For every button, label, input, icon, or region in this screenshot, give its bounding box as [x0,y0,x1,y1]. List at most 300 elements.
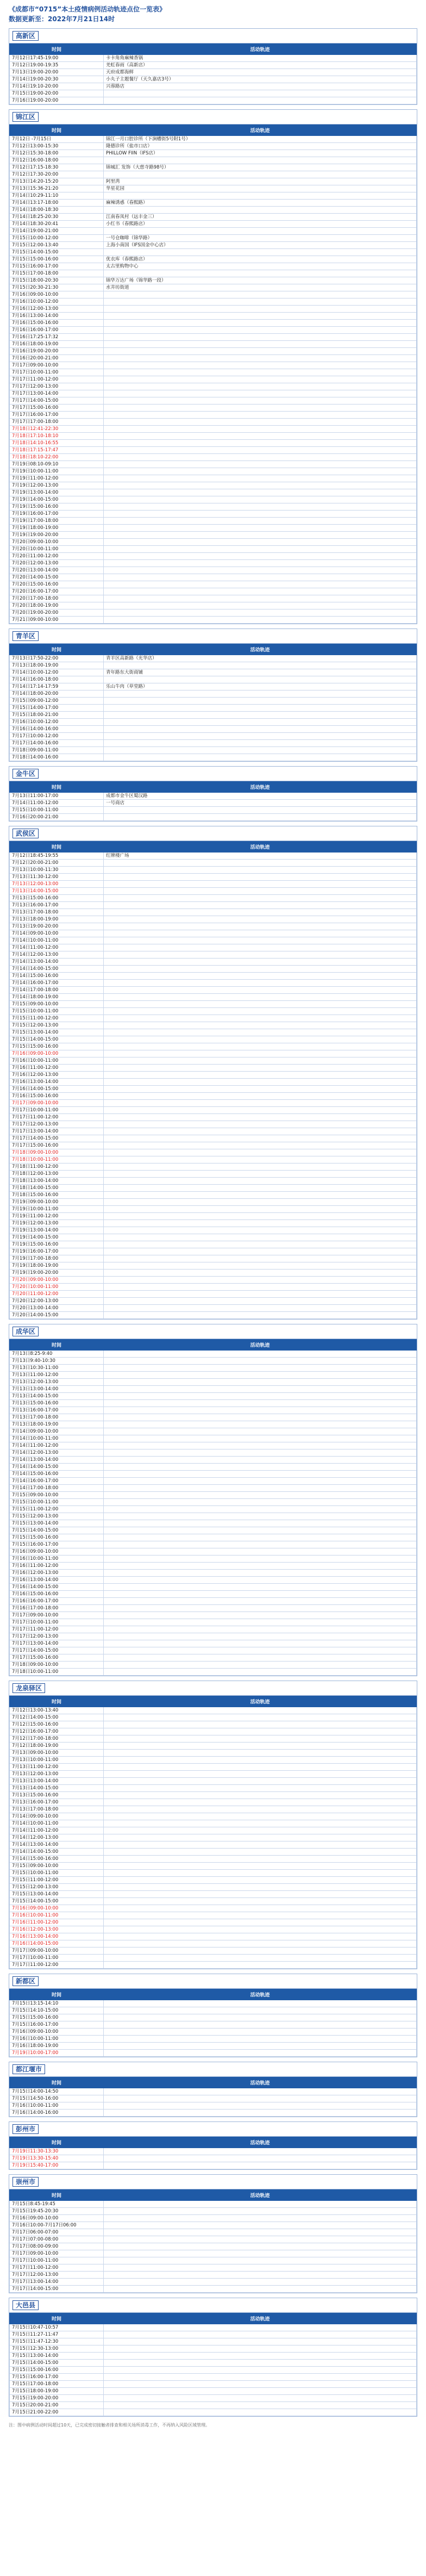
place-cell: 阿里湾 [104,178,417,185]
table-row [10,178,417,185]
place-cell [104,1178,417,1185]
table-row [10,1834,417,1841]
place-cell [104,1743,417,1750]
place-cell [104,390,417,397]
place-cell [104,1513,417,1520]
place-cell [104,747,417,754]
time-cell: 7月20日12:00-13:00 [10,1298,104,1305]
table-row [10,1933,417,1940]
table-row [10,609,417,617]
table-row [10,1163,417,1171]
table-row [10,2250,417,2257]
time-cell: 7月14日16:00-18:00 [10,676,104,683]
district-name: 大邑县 [12,2300,39,2310]
table-row [10,1185,417,1192]
place-cell [104,909,417,916]
table-row [10,2036,417,2043]
table-row [10,1570,417,1577]
place-cell [104,1940,417,1947]
table-row [10,1471,417,1478]
place-cell [104,676,417,683]
table-row [10,2229,417,2236]
place-cell [104,1750,417,1757]
table-row [10,1813,417,1820]
place-cell [104,951,417,959]
time-cell: 7月15日10:00-12:00 [10,235,104,242]
time-cell: 7月14日09:00-10:00 [10,930,104,937]
table-row [10,1312,417,1319]
place-cell [104,1142,417,1149]
table-row [10,327,417,334]
place-cell [104,1043,417,1050]
table-row [10,1270,417,1277]
table-row [10,655,417,662]
place-cell [104,2402,417,2409]
time-cell: 7月14日11:00-12:00 [10,1442,104,1449]
place-cell [104,496,417,503]
place-cell [104,2222,417,2229]
place-cell [104,1757,417,1764]
trajectory-table [9,1696,417,1969]
time-cell: 7月15日13:00-14:00 [10,2353,104,2360]
time-cell: 7月17日09:00-10:00 [10,362,104,369]
table-row [10,1015,417,1022]
place-cell [104,1820,417,1827]
place-cell [104,1492,417,1499]
time-cell: 7月17日06:00-07:00 [10,2229,104,2236]
place-cell [104,1255,417,1262]
place-cell [104,482,417,489]
time-cell: 7月15日11:47-12:30 [10,2338,104,2345]
place-cell [104,595,417,602]
place-cell [104,1379,417,1386]
district-section [9,766,417,822]
table-row [10,2000,417,2007]
place-cell [104,1735,417,1743]
time-cell: 7月16日10:00-11:00 [10,1057,104,1065]
time-cell: 7月15日15:00-16:00 [10,2014,104,2021]
place-cell [104,2279,417,2286]
table-row [10,1036,417,1043]
place-cell [104,1721,417,1728]
time-cell: 7月14日09:00-10:00 [10,1428,104,1435]
time-cell: 7月19日13:00-14:00 [10,1227,104,1234]
table-row [10,412,417,419]
place-cell [104,383,417,390]
table-row [10,532,417,539]
place-cell [104,2050,417,2057]
table-row [10,1891,417,1898]
district-name: 金牛区 [12,769,39,779]
table-row [10,207,417,214]
table-row [10,62,417,69]
time-cell: 7月15日18:00-21:00 [10,712,104,719]
place-cell: 小丸子主题餐厅（天久嘉店3号） [104,76,417,83]
table-row [10,2338,417,2345]
column-header-time: 时间 [10,2190,104,2201]
place-cell [104,249,417,256]
table-row [10,270,417,277]
place-cell [104,1919,417,1926]
header [0,0,426,24]
time-cell: 7月15日13:00-14:00 [10,1029,104,1036]
time-cell: 7月19日16:00-17:00 [10,1248,104,1255]
table-row [10,1213,417,1220]
time-cell: 7月16日10:00-11:00 [10,2102,104,2110]
table-row [10,1721,417,1728]
place-cell [104,348,417,355]
time-cell: 7月19日14:00-15:00 [10,496,104,503]
table-row [10,1778,417,1785]
table-row [10,164,417,171]
place-cell: 江南春凤村（远丰金三） [104,214,417,221]
place-cell [104,994,417,1001]
table-row [10,705,417,712]
table-row [10,1785,417,1792]
table-row [10,242,417,249]
column-header-time: 时间 [10,782,104,793]
time-cell: 7月13日10:30-11:00 [10,1365,104,1372]
time-cell: 7月17日15:00-16:00 [10,405,104,412]
time-cell: 7月15日13:00-14:00 [10,1520,104,1527]
table-row [10,1513,417,1520]
time-cell: 7月20日11:00-12:00 [10,553,104,560]
time-cell: 7月20日13:00-14:00 [10,567,104,574]
trajectory-table [9,1989,417,2057]
time-cell: 7月14日19:00-20:30 [10,76,104,83]
time-cell: 7月19日12:00-13:00 [10,482,104,489]
table-row [10,662,417,669]
place-cell [104,1707,417,1714]
place-cell [104,1277,417,1284]
table-row [10,1626,417,1633]
time-cell: 7月13日11:00-12:00 [10,1372,104,1379]
time-cell: 7月12日19:00-19:35 [10,62,104,69]
time-cell: 7月15日09:00-10:00 [10,1863,104,1870]
table-row [10,2162,417,2169]
place-cell [104,405,417,412]
time-cell: 7月17日11:00-12:00 [10,1962,104,1969]
place-cell [104,157,417,164]
time-cell: 7月17日14:00-15:00 [10,1135,104,1142]
place-cell [104,1227,417,1234]
place-cell [104,1015,417,1022]
district-header [9,826,417,841]
table-row [10,2264,417,2272]
time-cell: 7月18日18:10-22:00 [10,454,104,461]
place-cell [104,1577,417,1584]
table-row [10,2279,417,2286]
time-cell: 7月15日15:00-16:00 [10,1043,104,1050]
time-cell: 7月15日15:00-16:00 [10,1534,104,1541]
time-cell: 7月14日18:25-20:30 [10,214,104,221]
place-cell [104,2043,417,2050]
table-row [10,489,417,496]
table-row [10,1506,417,1513]
time-cell: 7月13日10:00-11:30 [10,867,104,874]
time-cell: 7月12日18:00-19:00 [10,1743,104,1750]
table-row [10,97,417,104]
table-row [10,2201,417,2208]
table-row [10,1827,417,1834]
table-row [10,1135,417,1142]
place-cell [104,313,417,320]
table-row [10,468,417,475]
table-row [10,1841,417,1849]
place-cell [104,426,417,433]
column-header-place: 活动轨迹 [104,1989,417,2000]
time-cell: 7月17日13:00-14:00 [10,2279,104,2286]
table-row [10,369,417,376]
place-cell [104,2162,417,2169]
place-cell [104,1785,417,1792]
place-cell [104,1428,417,1435]
time-cell: 7月17日15:00-16:00 [10,1654,104,1662]
place-cell [104,2250,417,2257]
time-cell: 7月21日09:00-10:00 [10,617,104,624]
place-cell [104,1213,417,1220]
place-cell [104,1008,417,1015]
time-cell: 7月12日17:30-20:00 [10,171,104,178]
place-cell [104,1171,417,1178]
table-row [10,1464,417,1471]
time-cell: 7月13日14:00-15:00 [10,1785,104,1792]
district-name: 新都区 [12,1976,39,1986]
place-cell [104,2021,417,2029]
table-row [10,447,417,454]
time-cell: 7月17日11:00-12:00 [10,2264,104,2272]
place-cell [104,1351,417,1358]
time-cell: 7月14日15:00-16:00 [10,973,104,980]
place-cell [104,2110,417,2117]
time-cell: 7月18日17:10-18:10 [10,433,104,440]
place-cell [104,1107,417,1114]
table-row [10,874,417,881]
place-cell [104,1813,417,1820]
time-cell: 7月16日09:00-10:00 [10,2029,104,2036]
place-cell [104,1626,417,1633]
table-row [10,1255,417,1262]
place-cell [104,298,417,306]
time-cell: 7月20日18:00-19:00 [10,602,104,609]
place-cell: 隆德诊所（盐市口店） [104,143,417,150]
column-header-place: 活动轨迹 [104,842,417,853]
table-row [10,1898,417,1905]
time-cell: 7月15日20:00-21:00 [10,2402,104,2409]
time-cell: 7月17日17:00-18:00 [10,419,104,426]
place-cell: 水井坊街道 [104,284,417,291]
time-cell: 7月16日11:00-12:00 [10,1563,104,1570]
place-cell [104,690,417,698]
time-cell: 7月15日09:00-12:00 [10,698,104,705]
table-row [10,1820,417,1827]
time-cell: 7月16日09:00-10:00 [10,2215,104,2222]
time-cell: 7月16日13:00-14:00 [10,1933,104,1940]
time-cell: 7月17日14:00-15:00 [10,2286,104,2293]
time-cell: 7月15日8:45-19:45 [10,2201,104,2208]
table-row [10,1499,417,1506]
time-cell: 7月20日10:00-11:00 [10,1284,104,1291]
place-cell [104,2029,417,2036]
place-cell [104,1570,417,1577]
time-cell: 7月15日18:00-19:00 [10,2388,104,2395]
table-row [10,1849,417,1856]
time-cell: 7月13日16:00-17:00 [10,902,104,909]
place-cell [104,602,417,609]
table-row [10,405,417,412]
time-cell: 7月16日10:00-11:00 [10,1555,104,1563]
district-section [9,1681,417,1969]
place-cell [104,1449,417,1457]
table-row [10,511,417,518]
time-cell: 7月15日14:50-16:00 [10,2095,104,2102]
district-header [9,2175,417,2189]
table-row [10,1393,417,1400]
table-row [10,2110,417,2117]
time-cell: 7月16日19:00-20:00 [10,348,104,355]
place-cell [104,270,417,277]
table-row [10,888,417,895]
place-cell [104,1898,417,1905]
table-row [10,1757,417,1764]
place-cell [104,2007,417,2014]
place-cell: 上海小南国（IFS国金中心店） [104,242,417,249]
time-cell: 7月15日14:00-15:00 [10,2360,104,2367]
table-row [10,1856,417,1863]
place-cell [104,930,417,937]
table-row [10,2353,417,2360]
place-cell: 优衣库（春熙路店） [104,256,417,263]
table-row [10,306,417,313]
table-row [10,55,417,62]
place-cell [104,1421,417,1428]
time-cell: 7月13日10:00-11:00 [10,1757,104,1764]
time-cell: 7月15日12:00-13:00 [10,1022,104,1029]
district-header [9,1681,417,1696]
table-row [10,1351,417,1358]
time-cell: 7月17日10:00-11:00 [10,1955,104,1962]
district-name: 锦江区 [12,112,39,122]
time-cell: 7月15日12:00-13:40 [10,242,104,249]
place-cell [104,1605,417,1612]
place-cell [104,2229,417,2236]
time-cell: 7月16日09:00-10:00 [10,1548,104,1555]
page-title: 《成都市“0715”本土疫情病例活动轨迹点位一览表》 [9,5,166,13]
time-cell: 7月20日11:00-12:00 [10,1291,104,1298]
district-header [9,1974,417,1989]
place-cell [104,1771,417,1778]
place-cell [104,2381,417,2388]
place-cell [104,814,417,821]
place-cell [104,1135,417,1142]
time-cell: 7月15日11:00-12:00 [10,1506,104,1513]
place-cell [104,1799,417,1806]
place-cell [104,1305,417,1312]
table-row [10,617,417,624]
time-cell: 7月14日15:00-16:00 [10,1856,104,1863]
table-row [10,1008,417,1015]
table-row [10,546,417,553]
place-cell [104,489,417,496]
place-cell [104,1001,417,1008]
place-cell [104,2324,417,2331]
time-cell: 7月17日15:00-16:00 [10,1142,104,1149]
place-cell [104,1114,417,1121]
time-cell: 7月13日12:00-13:00 [10,881,104,888]
time-cell: 7月16日19:00-20:00 [10,97,104,104]
table-row [10,980,417,987]
table-row [10,909,417,916]
table-row [10,1156,417,1163]
time-cell: 7月17日13:00-14:00 [10,1128,104,1135]
place-cell [104,171,417,178]
place-cell [104,2331,417,2338]
time-cell: 7月14日18:30-20:41 [10,221,104,228]
table-row [10,1619,417,1626]
place-cell [104,1100,417,1107]
table-row [10,1520,417,1527]
place-cell [104,980,417,987]
table-row [10,916,417,923]
time-cell: 7月13日12:00-13:00 [10,1379,104,1386]
place-cell [104,518,417,525]
time-cell: 7月14日19:00-21:00 [10,228,104,235]
table-row [10,1534,417,1541]
place-cell [104,807,417,814]
time-cell: 7月13日17:50-22:00 [10,655,104,662]
time-cell: 7月19日12:00-13:00 [10,1220,104,1227]
table-row [10,814,417,821]
place-cell: 青羊区高新路（光华店） [104,655,417,662]
table-row [10,1149,417,1156]
time-cell: 7月13日14:00-15:00 [10,888,104,895]
table-row [10,525,417,532]
table-row [10,895,417,902]
place-cell: 华星花园 [104,185,417,192]
table-row [10,740,417,747]
trajectory-table [9,2189,417,2293]
place-cell [104,1841,417,1849]
place-cell [104,874,417,881]
place-cell [104,1220,417,1227]
time-cell: 7月15日12:30-13:00 [10,2345,104,2353]
time-cell: 7月17日10:00-11:00 [10,1619,104,1626]
time-cell: 7月16日13:00-14:00 [10,313,104,320]
time-cell: 7月16日12:00-13:00 [10,1926,104,1933]
district-section [9,28,417,105]
district-name: 彭州市 [12,2124,39,2134]
place-cell [104,355,417,362]
table-row [10,2155,417,2162]
table-row [10,1555,417,1563]
time-cell: 7月20日13:00-14:00 [10,1305,104,1312]
table-row [10,539,417,546]
place-cell: PHILLOW FIIN（IFS店） [104,150,417,157]
table-row [10,221,417,228]
time-cell: 7月18日11:00-12:00 [10,1163,104,1171]
table-row [10,1386,417,1393]
time-cell: 7月20日10:00-11:00 [10,546,104,553]
time-cell: 7月16日12:00-13:00 [10,306,104,313]
time-cell: 7月13日17:00-18:00 [10,1414,104,1421]
time-cell: 7月14日17:00-18:00 [10,1485,104,1492]
table-row [10,560,417,567]
time-cell: 7月16日09:00-10:00 [10,291,104,298]
table-row [10,1478,417,1485]
place-cell [104,1149,417,1156]
place-cell [104,1478,417,1485]
district-section [9,2062,417,2117]
